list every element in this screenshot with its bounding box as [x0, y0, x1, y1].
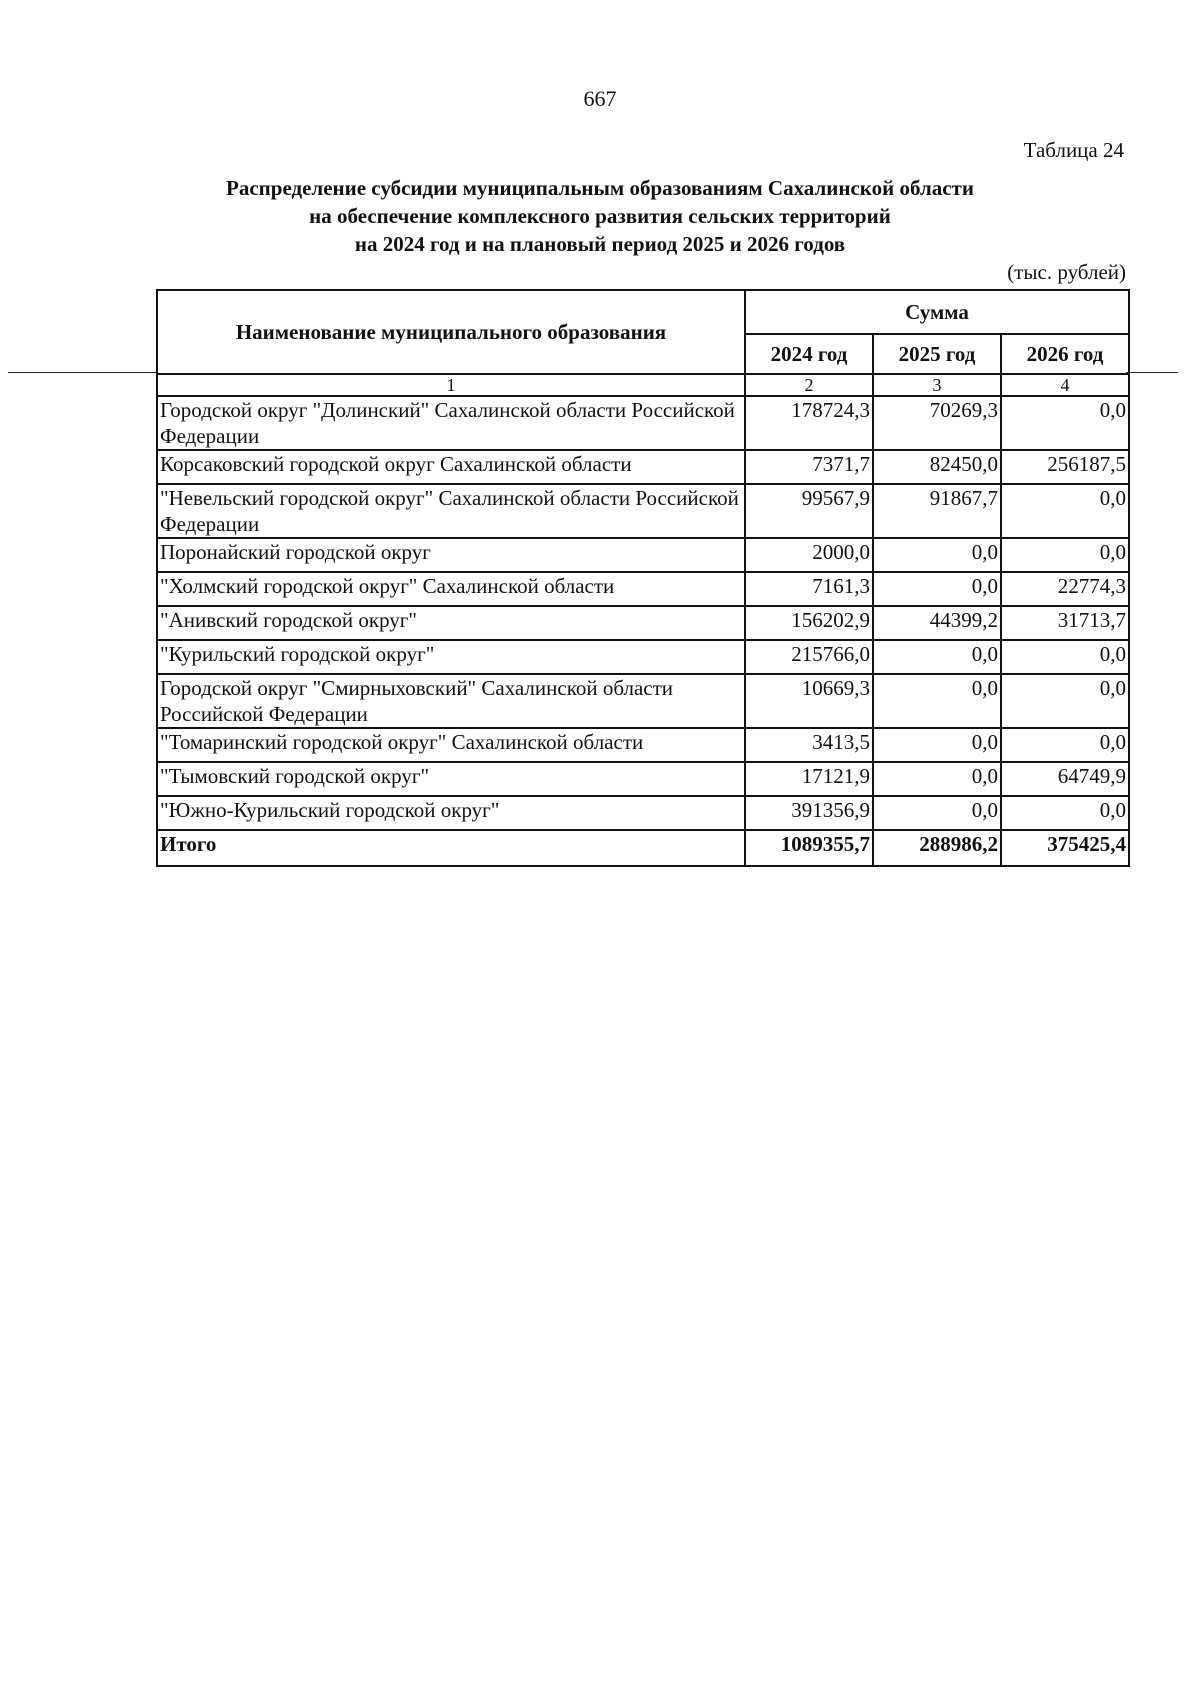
table-row	[157, 674, 1129, 728]
column-index: 2	[745, 374, 873, 396]
value-2024: 2000,0	[745, 538, 873, 572]
value-2024: 17121,9	[745, 762, 873, 796]
table-label: Таблица 24	[1023, 138, 1124, 162]
municipality-name: Корсаковский городской округ Сахалинской области	[157, 450, 745, 484]
municipality-name: Городской округ "Долинский" Сахалинской области Российской Федерации	[157, 396, 745, 450]
municipality-name: "Невельский городской округ" Сахалинской области Российской Федерации	[157, 484, 745, 538]
table-row	[157, 796, 1129, 830]
table-row	[157, 728, 1129, 762]
value-2026: 0,0	[1001, 640, 1129, 674]
value-2025: 0,0	[873, 762, 1001, 796]
column-index: 1	[157, 374, 745, 396]
value-2026: 0,0	[1001, 728, 1129, 762]
table-row	[157, 396, 1129, 450]
title-line: Распределение субсидии муниципальным образованиям Сахалинской области	[226, 176, 974, 200]
value-2026: 0,0	[1001, 484, 1129, 538]
value-2024: 3413,5	[745, 728, 873, 762]
total-2025: 288986,2	[873, 830, 1001, 866]
subsidy-table	[156, 289, 1130, 867]
value-2025: 0,0	[873, 728, 1001, 762]
header-sum: Сумма	[745, 290, 1129, 334]
header-year-2026: 2026 год	[1001, 334, 1129, 374]
municipality-name: "Тымовский городской округ"	[157, 762, 745, 796]
value-2024: 99567,9	[745, 484, 873, 538]
value-2025: 0,0	[873, 572, 1001, 606]
value-2025: 82450,0	[873, 450, 1001, 484]
municipality-name: Городской округ "Смирныховский" Сахалинской области Российской Федерации	[157, 674, 745, 728]
total-2026: 375425,4	[1001, 830, 1129, 866]
value-2025: 91867,7	[873, 484, 1001, 538]
table-row	[157, 640, 1129, 674]
value-2026: 64749,9	[1001, 762, 1129, 796]
value-2026: 0,0	[1001, 796, 1129, 830]
table-row	[157, 538, 1129, 572]
municipality-name: "Холмский городской округ" Сахалинской области	[157, 572, 745, 606]
table-row	[157, 450, 1129, 484]
title-line: на 2024 год и на плановый период 2025 и 2026 годов	[354, 232, 846, 256]
value-2024: 10669,3	[745, 674, 873, 728]
total-2024: 1089355,7	[745, 830, 873, 866]
value-2025: 70269,3	[873, 396, 1001, 450]
value-2024: 215766,0	[745, 640, 873, 674]
table-row	[157, 572, 1129, 606]
total-label: Итого	[157, 830, 745, 866]
value-2024: 156202,9	[745, 606, 873, 640]
value-2026: 0,0	[1001, 396, 1129, 450]
column-index: 4	[1001, 374, 1129, 396]
total-row	[157, 830, 1129, 866]
municipality-name: "Курильский городской округ"	[157, 640, 745, 674]
value-2026: 22774,3	[1001, 572, 1129, 606]
value-2026: 0,0	[1001, 674, 1129, 728]
value-2024: 7161,3	[745, 572, 873, 606]
column-index: 3	[873, 374, 1001, 396]
value-2026: 256187,5	[1001, 450, 1129, 484]
value-2025: 0,0	[873, 796, 1001, 830]
header-year-2025: 2025 год	[873, 334, 1001, 374]
value-2024: 178724,3	[745, 396, 873, 450]
units-label: (тыс. рублей)	[1007, 260, 1126, 284]
table-title	[0, 174, 1200, 258]
municipality-name: "Южно-Курильский городской округ"	[157, 796, 745, 830]
municipality-name: "Анивский городской округ"	[157, 606, 745, 640]
value-2025: 0,0	[873, 674, 1001, 728]
value-2024: 391356,9	[745, 796, 873, 830]
municipality-name: "Томаринский городской округ" Сахалинской области	[157, 728, 745, 762]
value-2026: 0,0	[1001, 538, 1129, 572]
table-row	[157, 484, 1129, 538]
page-number: 667	[583, 86, 617, 111]
value-2024: 7371,7	[745, 450, 873, 484]
scan-rule-line	[8, 372, 156, 373]
value-2025: 0,0	[873, 640, 1001, 674]
table-row	[157, 762, 1129, 796]
header-name: Наименование муниципального образования	[157, 290, 745, 374]
municipality-name: Поронайский городской округ	[157, 538, 745, 572]
header-year-2024: 2024 год	[745, 334, 873, 374]
title-line: на обеспечение комплексного развития сельских территорий	[309, 204, 891, 228]
scan-rule-line	[1126, 372, 1178, 373]
value-2026: 31713,7	[1001, 606, 1129, 640]
table-row	[157, 606, 1129, 640]
value-2025: 0,0	[873, 538, 1001, 572]
value-2025: 44399,2	[873, 606, 1001, 640]
